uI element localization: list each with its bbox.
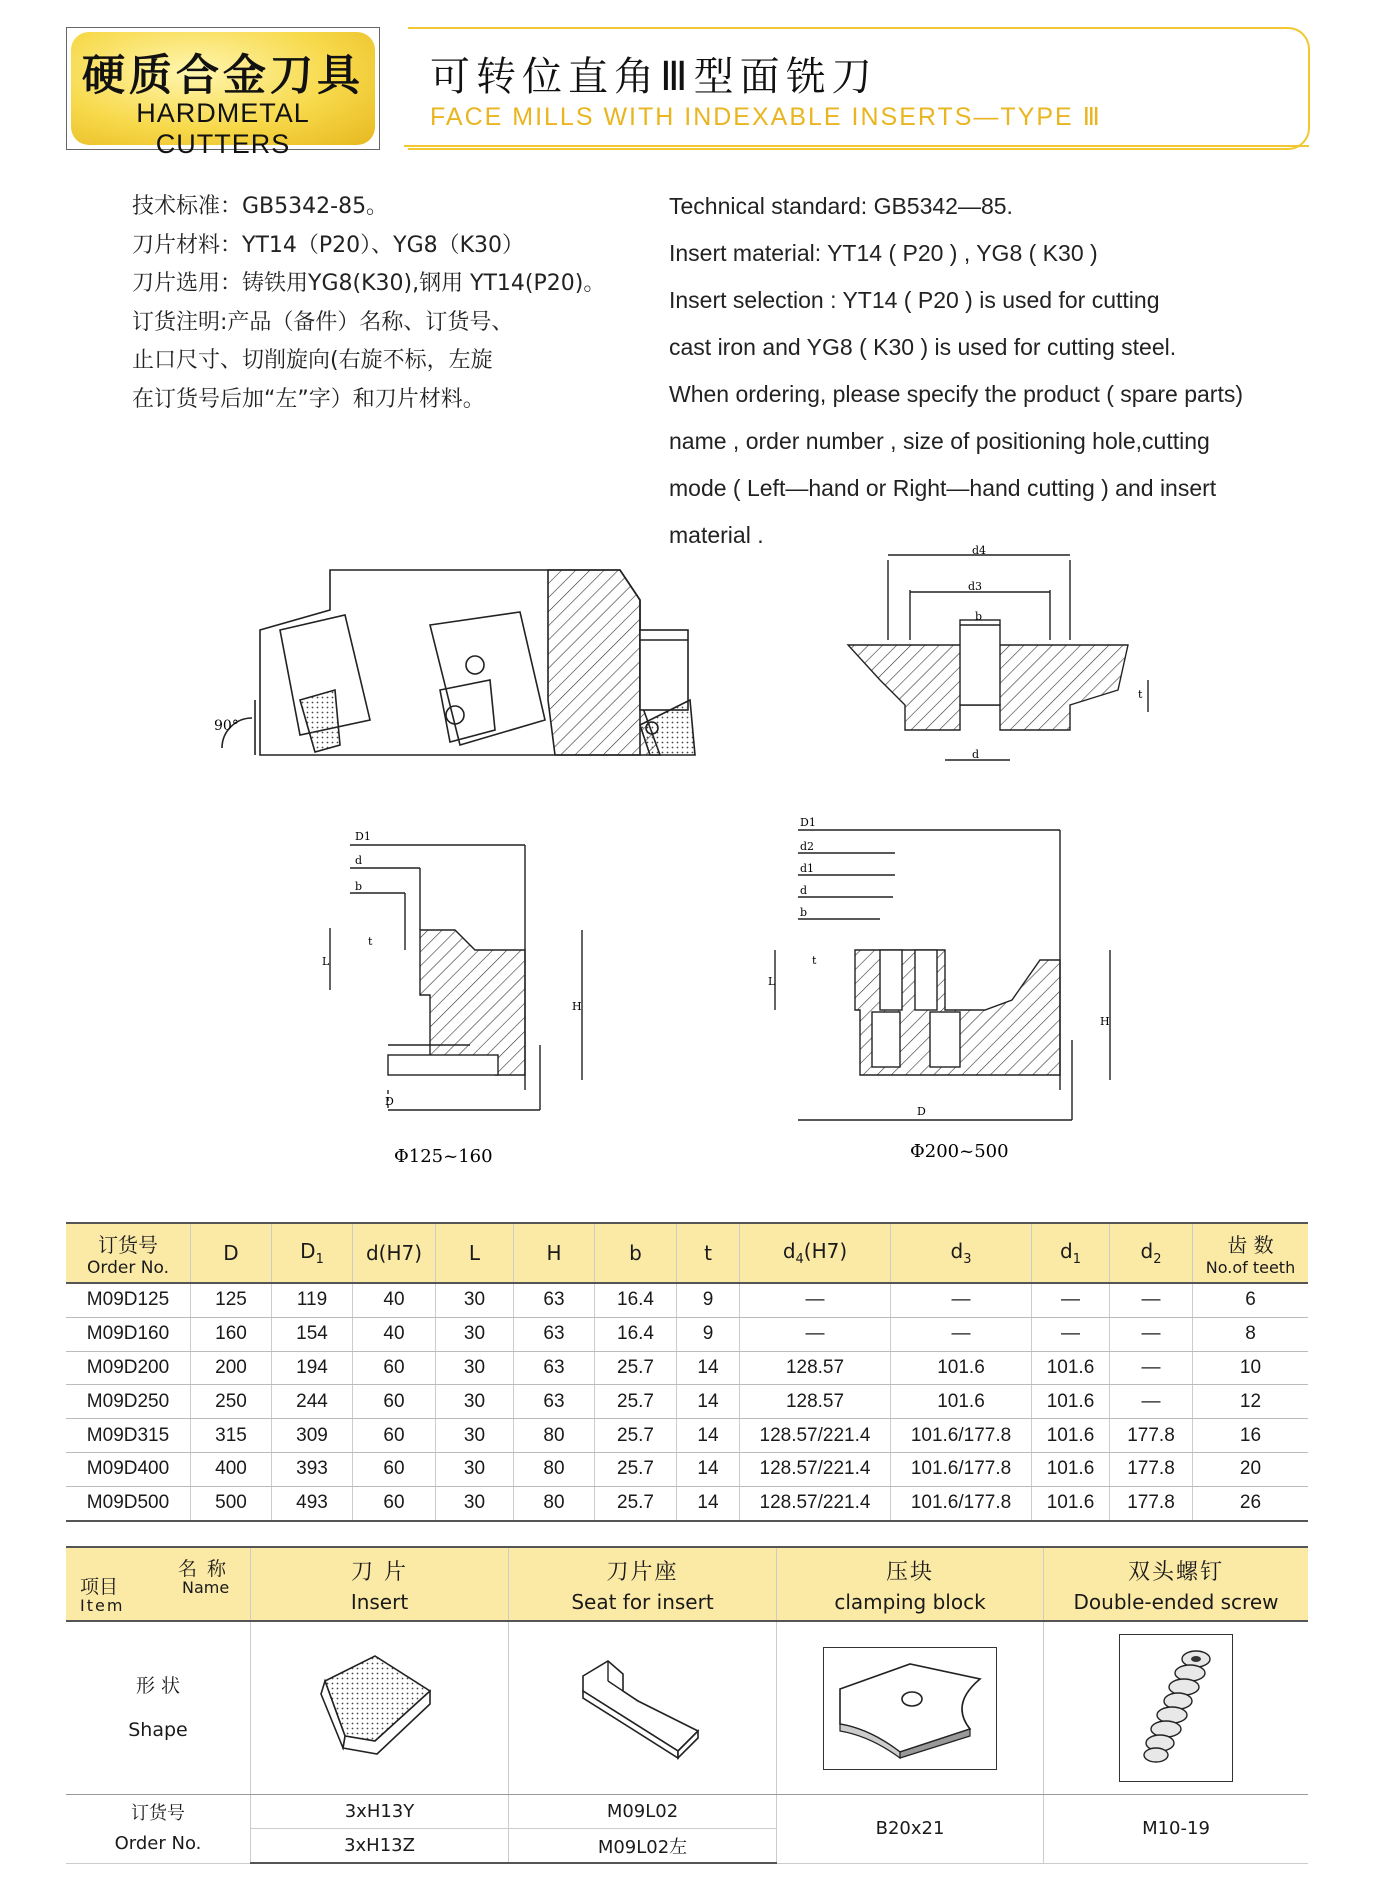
note-en-line: material . — [669, 522, 764, 548]
parts-col-seat-en: Seat for insert — [571, 1589, 714, 1614]
spec-cell: — — [1110, 1317, 1193, 1351]
parts-col-block — [777, 1547, 1044, 1621]
clamping-block-icon — [830, 1654, 990, 1759]
spec-cell: — — [740, 1317, 891, 1351]
corner-name-en: Name — [182, 1578, 230, 1597]
screw-order: M10-19 — [1044, 1795, 1309, 1864]
spec-row — [66, 1385, 1308, 1419]
spec-cell: 30 — [436, 1351, 514, 1385]
note-cn-line: 订货注明:产品（备件）名称、订货号、 — [132, 309, 514, 335]
section-large-cutter — [775, 830, 1110, 1120]
insert-shape-cell — [251, 1621, 509, 1795]
note-cn-line: 刀片选用：铸铁用YG8(K30),钢用 YT14(P20)。 — [132, 271, 606, 296]
spec-cell: 14 — [677, 1452, 740, 1486]
spec-cell: 16.4 — [595, 1317, 677, 1351]
parts-col-insert — [251, 1547, 509, 1621]
shape-label — [66, 1621, 251, 1795]
note-cn-line: 在订货号后加“左”字）和刀片材料。 — [132, 386, 485, 412]
label-D-large: D — [917, 1105, 926, 1118]
spec-cell: 30 — [436, 1419, 514, 1453]
label-b-top: b — [975, 610, 983, 623]
header-d4-tail: (H7) — [803, 1239, 848, 1263]
spec-cell: 177.8 — [1110, 1419, 1193, 1453]
spec-cell: 20 — [1193, 1452, 1309, 1486]
spec-cell: 128.57 — [740, 1351, 891, 1385]
label-d-large: d — [800, 884, 808, 897]
spec-cell: — — [1032, 1283, 1110, 1317]
corner-name-cn: 名 称 — [178, 1558, 229, 1580]
label-d1-large: d1 — [800, 862, 815, 875]
spec-cell: 194 — [272, 1351, 353, 1385]
spec-row — [66, 1486, 1308, 1520]
section-small-cutter — [330, 845, 582, 1110]
header-order-cn: 订货号 — [98, 1232, 158, 1257]
spec-cell: 160 — [191, 1317, 272, 1351]
spec-cell: 63 — [514, 1283, 595, 1317]
label-D1-small: D1 — [355, 830, 371, 843]
spec-cell: 60 — [353, 1486, 436, 1520]
positioning-hole-detail — [848, 555, 1148, 760]
spec-table — [66, 1222, 1308, 1522]
seat-shape-cell — [509, 1621, 777, 1795]
col-H: H — [514, 1223, 595, 1283]
note-en-line: cast iron and YG8 ( K30 ) is used for cutting steel. — [669, 334, 1177, 360]
label-D1-large: D1 — [800, 816, 816, 829]
parts-col-block-cn: 压块 — [885, 1559, 934, 1585]
header-D1-sub: 1 — [315, 1252, 324, 1267]
spec-cell: 10 — [1193, 1351, 1309, 1385]
col-t: t — [677, 1223, 740, 1283]
spec-cell: 80 — [514, 1452, 595, 1486]
spec-cell: 63 — [514, 1351, 595, 1385]
label-L-small: L — [322, 955, 330, 968]
spec-cell: 9 — [677, 1283, 740, 1317]
note-en-line: mode ( Left—hand or Right—hand cutting ) and insert — [669, 475, 1217, 501]
note-en-line: Insert material: YT14 ( P20 ) , YG8 ( K30 ) — [669, 240, 1098, 266]
label-d2-large: d2 — [800, 840, 815, 853]
col-d: d(H7) — [353, 1223, 436, 1283]
label-d4: d4 — [972, 544, 987, 557]
spec-cell: 493 — [272, 1486, 353, 1520]
note-en-line: Insert selection : YT14 ( P20 ) is used for cutting — [669, 287, 1160, 313]
spec-cell: 400 — [191, 1452, 272, 1486]
spec-cell: 128.57/221.4 — [740, 1486, 891, 1520]
spec-cell: M09D315 — [66, 1419, 191, 1453]
spec-cell: M09D400 — [66, 1452, 191, 1486]
spec-cell: — — [1110, 1351, 1193, 1385]
col-d3 — [891, 1223, 1032, 1283]
col-d1 — [1032, 1223, 1110, 1283]
label-t-large: t — [812, 954, 817, 967]
spec-cell: 8 — [1193, 1317, 1309, 1351]
seat-icon — [568, 1646, 718, 1766]
spec-cell: 154 — [272, 1317, 353, 1351]
spec-cell: 60 — [353, 1385, 436, 1419]
parts-shape-row — [66, 1621, 1308, 1795]
header-d1-sub: 1 — [1072, 1252, 1081, 1267]
header-d3-main: d — [950, 1239, 964, 1263]
spec-cell: 30 — [436, 1317, 514, 1351]
angle-label: 90° — [214, 718, 239, 734]
spec-cell: 9 — [677, 1317, 740, 1351]
spec-cell: 250 — [191, 1385, 272, 1419]
parts-col-seat-cn: 刀片座 — [606, 1559, 679, 1585]
label-t-small: t — [368, 935, 373, 948]
parts-table — [66, 1546, 1308, 1864]
spec-cell: 6 — [1193, 1283, 1309, 1317]
shape-label-en: Shape — [128, 1719, 188, 1741]
spec-cell: 101.6 — [1032, 1351, 1110, 1385]
insert-icon — [305, 1646, 455, 1766]
spec-cell: 101.6 — [891, 1351, 1032, 1385]
parts-col-screw-en: Double-ended screw — [1073, 1589, 1279, 1614]
header-d1-main: d — [1060, 1239, 1073, 1263]
spec-cell: 80 — [514, 1419, 595, 1453]
brand-title-en: HARDMETAL CUTTERS — [136, 98, 310, 159]
parts-col-block-en: clamping block — [834, 1589, 986, 1614]
spec-cell: 25.7 — [595, 1351, 677, 1385]
spec-cell: 500 — [191, 1486, 272, 1520]
spec-cell: 101.6 — [1032, 1385, 1110, 1419]
parts-col-insert-en: Insert — [350, 1589, 409, 1614]
screw-shape-cell — [1044, 1621, 1309, 1795]
spec-cell: 60 — [353, 1351, 436, 1385]
spec-cell: 14 — [677, 1419, 740, 1453]
header-D1-main: D — [300, 1239, 316, 1263]
brand-title-cn: 硬质合金刀具 — [82, 51, 364, 101]
spec-header-row — [66, 1223, 1308, 1283]
block-image-frame — [823, 1647, 997, 1770]
header-d2-sub: 2 — [1153, 1252, 1162, 1267]
caption-large-cutter: Φ200~500 — [910, 1141, 1009, 1162]
spec-cell: 63 — [514, 1317, 595, 1351]
block-order: B20x21 — [777, 1795, 1044, 1864]
spec-cell: 40 — [353, 1317, 436, 1351]
spec-cell: M09D125 — [66, 1283, 191, 1317]
spec-cell: 177.8 — [1110, 1452, 1193, 1486]
spec-cell: M09D500 — [66, 1486, 191, 1520]
spec-cell: 25.7 — [595, 1385, 677, 1419]
spec-row — [66, 1419, 1308, 1453]
spec-cell: 26 — [1193, 1486, 1309, 1520]
spec-cell: 14 — [677, 1351, 740, 1385]
spec-cell: 244 — [272, 1385, 353, 1419]
label-H-large: H — [1100, 1015, 1110, 1028]
parts-col-seat — [509, 1547, 777, 1621]
spec-cell: — — [891, 1283, 1032, 1317]
col-d4 — [740, 1223, 891, 1283]
spec-cell: 128.57 — [740, 1385, 891, 1419]
col-D1 — [272, 1223, 353, 1283]
order-label — [66, 1795, 251, 1864]
note-en-line: name , order number , size of positioning hole,cutting — [669, 428, 1210, 454]
col-L: L — [436, 1223, 514, 1283]
spec-row — [66, 1283, 1308, 1317]
spec-cell: 80 — [514, 1486, 595, 1520]
label-L-large: L — [768, 975, 776, 988]
spec-cell: 101.6 — [1032, 1486, 1110, 1520]
screw-image-frame — [1119, 1634, 1233, 1782]
spec-cell: M09D200 — [66, 1351, 191, 1385]
cutter-side-view — [222, 570, 695, 755]
spec-cell: 101.6/177.8 — [891, 1452, 1032, 1486]
note-en-line: When ordering, please specify the product ( spare parts) — [669, 381, 1244, 407]
label-D-small: D — [385, 1095, 394, 1108]
col-b: b — [595, 1223, 677, 1283]
header-d3-sub: 3 — [963, 1252, 972, 1267]
spec-row — [66, 1351, 1308, 1385]
parts-corner-cell — [66, 1547, 251, 1621]
page-title-en: FACE MILLS WITH INDEXABLE INSERTS—TYPE Ⅲ — [430, 103, 1102, 131]
spec-cell: 128.57/221.4 — [740, 1452, 891, 1486]
spec-cell: 101.6 — [891, 1385, 1032, 1419]
spec-cell: 60 — [353, 1452, 436, 1486]
spec-row — [66, 1317, 1308, 1351]
spec-cell: 177.8 — [1110, 1486, 1193, 1520]
spec-row — [66, 1452, 1308, 1486]
spec-cell: 25.7 — [595, 1486, 677, 1520]
spec-cell: 30 — [436, 1385, 514, 1419]
spec-cell: — — [1032, 1317, 1110, 1351]
block-shape-cell — [777, 1621, 1044, 1795]
spec-cell: 309 — [272, 1419, 353, 1453]
header-d4-main: d — [782, 1239, 796, 1263]
spec-cell: 101.6 — [1032, 1419, 1110, 1453]
insert-order-2: 3xH13Z — [251, 1829, 509, 1864]
double-ended-screw-icon — [1126, 1641, 1226, 1771]
parts-col-screw — [1044, 1547, 1309, 1621]
label-b-large: b — [800, 906, 808, 919]
spec-cell: — — [740, 1283, 891, 1317]
spec-cell: 315 — [191, 1419, 272, 1453]
parts-col-insert-cn: 刀 片 — [351, 1559, 408, 1585]
page-title-cn: 可转位直角Ⅲ型面铣刀 — [430, 54, 878, 100]
spec-cell: 14 — [677, 1486, 740, 1520]
seat-order-2: M09L02左 — [509, 1829, 777, 1864]
spec-cell: 101.6/177.8 — [891, 1486, 1032, 1520]
spec-cell: 30 — [436, 1283, 514, 1317]
order-label-cn: 订货号 — [131, 1802, 185, 1824]
spec-cell: 125 — [191, 1283, 272, 1317]
label-t-top: t — [1138, 688, 1143, 701]
note-cn-line: 技术标准：GB5342-85。 — [132, 194, 389, 219]
spec-cell: 30 — [436, 1452, 514, 1486]
spec-cell: 60 — [353, 1419, 436, 1453]
spec-cell: 200 — [191, 1351, 272, 1385]
spec-cell: 119 — [272, 1283, 353, 1317]
spec-cell: 16 — [1193, 1419, 1309, 1453]
header-d4-sub: 4 — [795, 1252, 804, 1267]
header-order-en: Order No. — [87, 1257, 169, 1278]
spec-cell: 16.4 — [595, 1283, 677, 1317]
spec-cell: 101.6 — [1032, 1452, 1110, 1486]
spec-cell: 101.6/177.8 — [891, 1419, 1032, 1453]
spec-cell: M09D160 — [66, 1317, 191, 1351]
spec-cell: — — [891, 1317, 1032, 1351]
header-teeth-cn: 齿 数 — [1227, 1233, 1274, 1257]
spec-body — [66, 1283, 1308, 1521]
spec-cell: 25.7 — [595, 1452, 677, 1486]
shape-label-cn: 形 状 — [135, 1675, 181, 1697]
spec-cell: 40 — [353, 1283, 436, 1317]
header-teeth-en: No.of teeth — [1205, 1258, 1296, 1277]
label-d-small: d — [355, 854, 363, 867]
note-cn-line: 刀片材料：YT14（P20）、YG8（K30） — [132, 232, 525, 258]
label-b-small: b — [355, 880, 363, 893]
col-teeth — [1193, 1223, 1309, 1283]
corner-item-en: Item — [80, 1596, 125, 1615]
spec-cell: 63 — [514, 1385, 595, 1419]
header-d2-main: d — [1140, 1239, 1154, 1263]
corner-item-cn: 项目 — [80, 1576, 119, 1598]
spec-cell: 12 — [1193, 1385, 1309, 1419]
seat-order-1: M09L02 — [509, 1795, 777, 1829]
parts-header-row — [66, 1547, 1308, 1621]
col-D: D — [191, 1223, 272, 1283]
spec-cell: 14 — [677, 1385, 740, 1419]
col-d2 — [1110, 1223, 1193, 1283]
spec-cell: — — [1110, 1283, 1193, 1317]
note-en-line: Technical standard: GB5342—85. — [669, 193, 1013, 219]
label-d3: d3 — [968, 580, 983, 593]
insert-order-1: 3xH13Y — [251, 1795, 509, 1829]
label-d-top: d — [972, 748, 980, 761]
note-cn-line: 止口尺寸、切削旋向(右旋不标，左旋 — [132, 348, 493, 373]
parts-col-screw-cn: 双头螺钉 — [1127, 1559, 1224, 1585]
caption-small-cutter: Φ125~160 — [394, 1146, 493, 1167]
spec-cell: 25.7 — [595, 1419, 677, 1453]
spec-cell: 128.57/221.4 — [740, 1419, 891, 1453]
label-H-small: H — [572, 1000, 582, 1013]
spec-cell: — — [1110, 1385, 1193, 1419]
spec-cell: 393 — [272, 1452, 353, 1486]
col-order-no — [66, 1223, 191, 1283]
parts-order-row-1 — [66, 1795, 1308, 1829]
spec-cell: M09D250 — [66, 1385, 191, 1419]
order-label-en: Order No. — [114, 1832, 202, 1854]
spec-cell: 30 — [436, 1486, 514, 1520]
